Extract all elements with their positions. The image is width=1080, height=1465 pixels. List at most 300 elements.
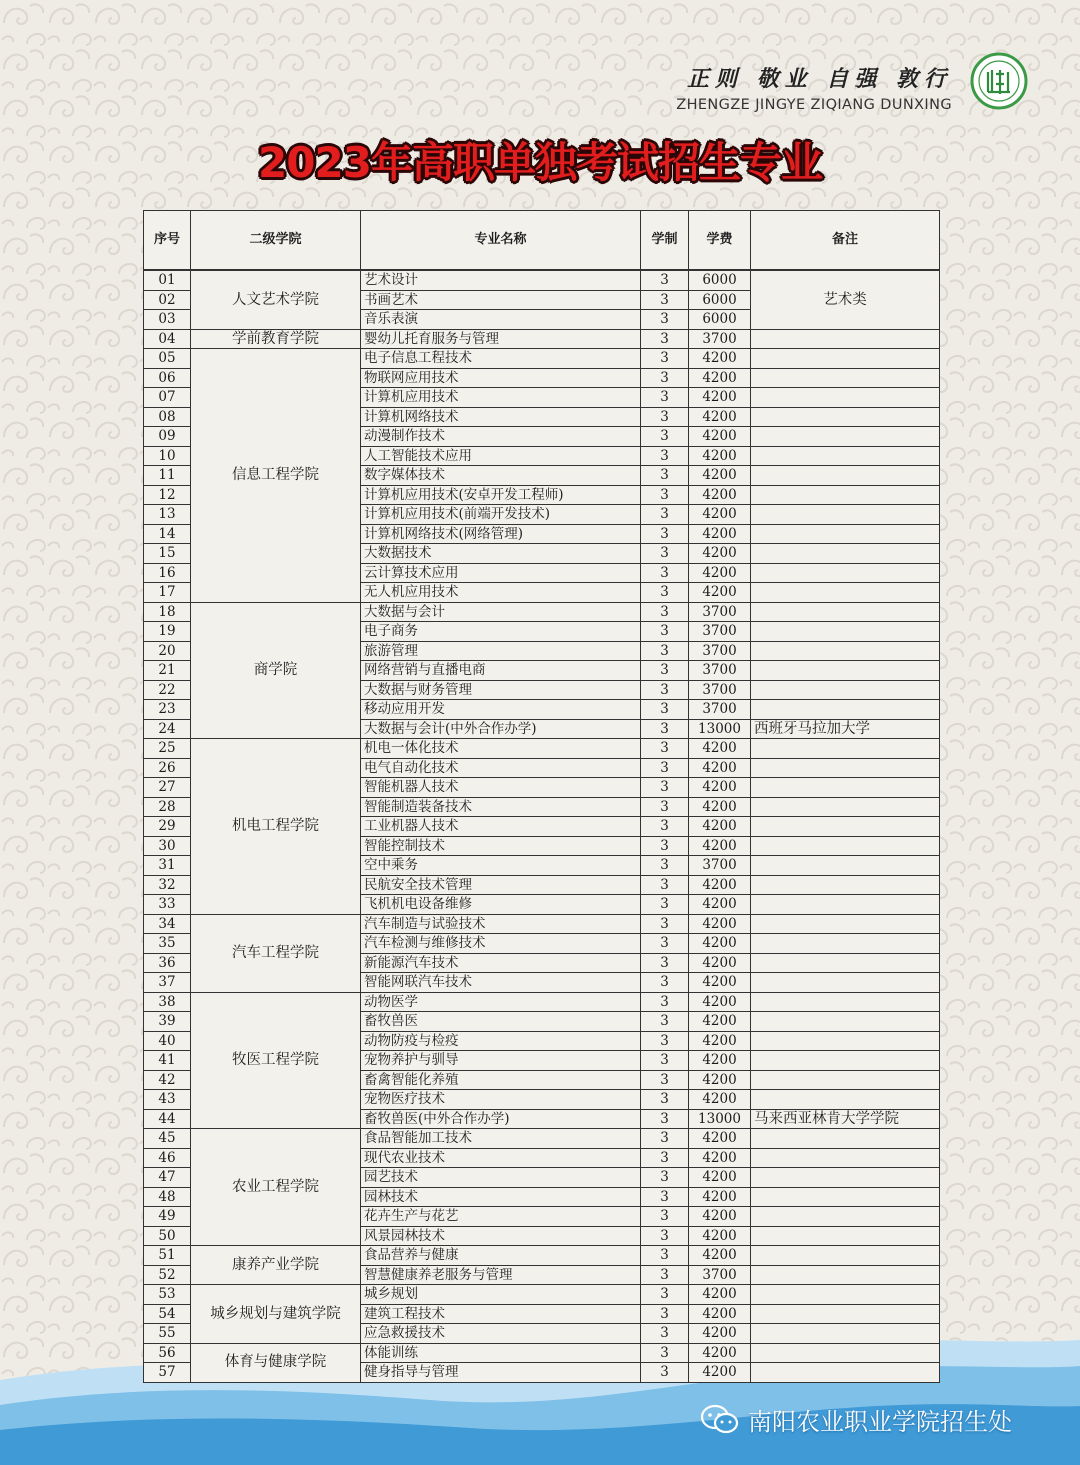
table-row	[144, 1343, 940, 1363]
tuition-fee: 13000	[689, 1109, 751, 1129]
major-name: 动漫制作技术	[361, 427, 641, 447]
remark-cell	[751, 700, 940, 720]
college-name: 机电工程学院	[191, 739, 361, 915]
remark-cell	[751, 739, 940, 759]
row-number: 05	[144, 349, 191, 369]
row-number: 40	[144, 1031, 191, 1051]
tuition-fee: 3700	[689, 700, 751, 720]
row-number: 06	[144, 368, 191, 388]
table-row	[144, 602, 940, 622]
table-row	[144, 992, 940, 1012]
major-name: 智能制造装备技术	[361, 797, 641, 817]
row-number: 37	[144, 973, 191, 993]
tuition-fee: 6000	[689, 270, 751, 290]
row-number: 02	[144, 290, 191, 310]
row-number: 10	[144, 446, 191, 466]
study-years: 3	[641, 329, 689, 349]
tuition-fee: 4200	[689, 349, 751, 369]
row-number: 18	[144, 602, 191, 622]
tuition-fee: 4200	[689, 739, 751, 759]
major-name: 建筑工程技术	[361, 1304, 641, 1324]
row-number: 43	[144, 1090, 191, 1110]
tuition-fee: 4200	[689, 505, 751, 525]
remark-cell	[751, 388, 940, 408]
row-number: 22	[144, 680, 191, 700]
table-row	[144, 329, 940, 349]
study-years: 3	[641, 1109, 689, 1129]
major-name: 旅游管理	[361, 641, 641, 661]
remark-cell: 西班牙马拉加大学	[751, 719, 940, 739]
study-years: 3	[641, 895, 689, 915]
major-name: 食品营养与健康	[361, 1246, 641, 1266]
row-number: 25	[144, 739, 191, 759]
major-name: 网络营销与直播电商	[361, 661, 641, 681]
tuition-fee: 4200	[689, 836, 751, 856]
school-logo-icon	[970, 52, 1028, 110]
tuition-fee: 4200	[689, 1070, 751, 1090]
major-name: 智慧健康养老服务与管理	[361, 1265, 641, 1285]
row-number: 03	[144, 310, 191, 330]
header-fee: 学费	[689, 211, 751, 271]
remark-cell	[751, 1187, 940, 1207]
study-years: 3	[641, 602, 689, 622]
tuition-fee: 4200	[689, 1187, 751, 1207]
table-row	[144, 270, 940, 290]
remark-cell	[751, 1226, 940, 1246]
row-number: 08	[144, 407, 191, 427]
study-years: 3	[641, 388, 689, 408]
remark-cell	[751, 1070, 940, 1090]
study-years: 3	[641, 1304, 689, 1324]
tuition-fee: 4200	[689, 583, 751, 603]
major-name: 城乡规划	[361, 1285, 641, 1305]
major-name: 花卉生产与花艺	[361, 1207, 641, 1227]
tuition-fee: 3700	[689, 622, 751, 642]
remark-cell	[751, 1051, 940, 1071]
row-number: 31	[144, 856, 191, 876]
tuition-fee: 3700	[689, 329, 751, 349]
remark-cell	[751, 1129, 940, 1149]
remark-cell	[751, 505, 940, 525]
major-name: 计算机网络技术	[361, 407, 641, 427]
tuition-fee: 4200	[689, 1051, 751, 1071]
tuition-fee: 4200	[689, 953, 751, 973]
row-number: 04	[144, 329, 191, 349]
tuition-fee: 4200	[689, 797, 751, 817]
major-name: 婴幼儿托育服务与管理	[361, 329, 641, 349]
tuition-fee: 4200	[689, 992, 751, 1012]
major-name: 汽车检测与维修技术	[361, 934, 641, 954]
remark-cell	[751, 485, 940, 505]
major-name: 电子商务	[361, 622, 641, 642]
study-years: 3	[641, 622, 689, 642]
study-years: 3	[641, 856, 689, 876]
remark-cell	[751, 1031, 940, 1051]
tuition-fee: 4200	[689, 1246, 751, 1266]
row-number: 54	[144, 1304, 191, 1324]
row-number: 45	[144, 1129, 191, 1149]
study-years: 3	[641, 446, 689, 466]
tuition-fee: 4200	[689, 524, 751, 544]
college-name: 体育与健康学院	[191, 1343, 361, 1382]
table-row	[144, 914, 940, 934]
major-name: 大数据与会计	[361, 602, 641, 622]
table-body	[144, 270, 940, 1382]
college-name: 信息工程学院	[191, 349, 361, 603]
major-name: 无人机应用技术	[361, 583, 641, 603]
major-name: 新能源汽车技术	[361, 953, 641, 973]
study-years: 3	[641, 1051, 689, 1071]
study-years: 3	[641, 407, 689, 427]
row-number: 49	[144, 1207, 191, 1227]
row-number: 29	[144, 817, 191, 837]
major-name: 民航安全技术管理	[361, 875, 641, 895]
study-years: 3	[641, 310, 689, 330]
header-remark: 备注	[751, 211, 940, 271]
study-years: 3	[641, 797, 689, 817]
study-years: 3	[641, 1226, 689, 1246]
study-years: 3	[641, 719, 689, 739]
major-name: 空中乘务	[361, 856, 641, 876]
major-name: 智能网联汽车技术	[361, 973, 641, 993]
remark-cell	[751, 1148, 940, 1168]
row-number: 56	[144, 1343, 191, 1363]
major-name: 园林技术	[361, 1187, 641, 1207]
remark-cell	[751, 875, 940, 895]
row-number: 23	[144, 700, 191, 720]
school-motto	[676, 62, 952, 113]
major-name: 宠物医疗技术	[361, 1090, 641, 1110]
study-years: 3	[641, 934, 689, 954]
remark-cell	[751, 992, 940, 1012]
college-name: 农业工程学院	[191, 1129, 361, 1246]
table-row	[144, 1129, 940, 1149]
tuition-fee: 3700	[689, 1265, 751, 1285]
row-number: 16	[144, 563, 191, 583]
study-years: 3	[641, 563, 689, 583]
study-years: 3	[641, 1012, 689, 1032]
major-name: 畜牧兽医(中外合作办学)	[361, 1109, 641, 1129]
major-name: 计算机应用技术	[361, 388, 641, 408]
tuition-fee: 3700	[689, 680, 751, 700]
study-years: 3	[641, 1363, 689, 1383]
remark-cell	[751, 1090, 940, 1110]
tuition-fee: 4200	[689, 485, 751, 505]
major-name: 宠物养护与驯导	[361, 1051, 641, 1071]
study-years: 3	[641, 290, 689, 310]
row-number: 53	[144, 1285, 191, 1305]
tuition-fee: 4200	[689, 1148, 751, 1168]
row-number: 32	[144, 875, 191, 895]
tuition-fee: 4200	[689, 563, 751, 583]
remark-cell	[751, 914, 940, 934]
row-number: 51	[144, 1246, 191, 1266]
major-name: 汽车制造与试验技术	[361, 914, 641, 934]
row-number: 21	[144, 661, 191, 681]
major-name: 畜禽智能化养殖	[361, 1070, 641, 1090]
major-name: 物联网应用技术	[361, 368, 641, 388]
study-years: 3	[641, 1070, 689, 1090]
major-name: 人工智能技术应用	[361, 446, 641, 466]
major-name: 风景园林技术	[361, 1226, 641, 1246]
tuition-fee: 4200	[689, 1363, 751, 1383]
row-number: 19	[144, 622, 191, 642]
row-number: 46	[144, 1148, 191, 1168]
tuition-fee: 4200	[689, 407, 751, 427]
remark-cell: 艺术类	[751, 270, 940, 329]
study-years: 3	[641, 836, 689, 856]
remark-cell	[751, 1304, 940, 1324]
remark-cell	[751, 407, 940, 427]
major-name: 艺术设计	[361, 270, 641, 290]
tuition-fee: 4200	[689, 1012, 751, 1032]
remark-cell	[751, 329, 940, 349]
study-years: 3	[641, 680, 689, 700]
row-number: 39	[144, 1012, 191, 1032]
row-number: 13	[144, 505, 191, 525]
row-number: 20	[144, 641, 191, 661]
tuition-fee: 13000	[689, 719, 751, 739]
major-name: 体能训练	[361, 1343, 641, 1363]
row-number: 44	[144, 1109, 191, 1129]
tuition-fee: 3700	[689, 602, 751, 622]
tuition-fee: 4200	[689, 934, 751, 954]
row-number: 30	[144, 836, 191, 856]
remark-cell	[751, 602, 940, 622]
study-years: 3	[641, 505, 689, 525]
remark-cell	[751, 758, 940, 778]
tuition-fee: 4200	[689, 368, 751, 388]
study-years: 3	[641, 427, 689, 447]
row-number: 09	[144, 427, 191, 447]
tuition-fee: 4200	[689, 895, 751, 915]
major-name: 大数据与财务管理	[361, 680, 641, 700]
study-years: 3	[641, 778, 689, 798]
study-years: 3	[641, 1207, 689, 1227]
major-name: 数字媒体技术	[361, 466, 641, 486]
tuition-fee: 4200	[689, 427, 751, 447]
study-years: 3	[641, 1343, 689, 1363]
major-name: 园艺技术	[361, 1168, 641, 1188]
row-number: 42	[144, 1070, 191, 1090]
college-name: 学前教育学院	[191, 329, 361, 349]
major-name: 工业机器人技术	[361, 817, 641, 837]
remark-cell	[751, 1285, 940, 1305]
major-name: 食品智能加工技术	[361, 1129, 641, 1149]
major-name: 移动应用开发	[361, 700, 641, 720]
study-years: 3	[641, 973, 689, 993]
major-name: 动物医学	[361, 992, 641, 1012]
study-years: 3	[641, 914, 689, 934]
major-name: 计算机网络技术(网络管理)	[361, 524, 641, 544]
remark-cell	[751, 349, 940, 369]
remark-cell	[751, 427, 940, 447]
remark-cell	[751, 973, 940, 993]
remark-cell	[751, 1012, 940, 1032]
major-name: 大数据与会计(中外合作办学)	[361, 719, 641, 739]
remark-cell	[751, 680, 940, 700]
tuition-fee: 6000	[689, 290, 751, 310]
study-years: 3	[641, 1129, 689, 1149]
remark-cell	[751, 622, 940, 642]
remark-cell	[751, 1363, 940, 1383]
tuition-fee: 4200	[689, 1304, 751, 1324]
remark-cell	[751, 817, 940, 837]
row-number: 48	[144, 1187, 191, 1207]
row-number: 12	[144, 485, 191, 505]
tuition-fee: 4200	[689, 1129, 751, 1149]
remark-cell	[751, 1265, 940, 1285]
study-years: 3	[641, 700, 689, 720]
table-row	[144, 1246, 940, 1266]
study-years: 3	[641, 583, 689, 603]
remark-cell	[751, 1246, 940, 1266]
remark-cell	[751, 934, 940, 954]
remark-cell	[751, 583, 940, 603]
remark-cell	[751, 778, 940, 798]
major-name: 计算机应用技术(安卓开发工程师)	[361, 485, 641, 505]
major-name: 智能控制技术	[361, 836, 641, 856]
remark-cell	[751, 1207, 940, 1227]
row-number: 27	[144, 778, 191, 798]
table-header-row	[144, 211, 940, 271]
footer-account-name: 南阳农业职业学院招生处	[748, 1408, 1012, 1436]
header-major: 专业名称	[361, 211, 641, 271]
remark-cell	[751, 466, 940, 486]
study-years: 3	[641, 1168, 689, 1188]
study-years: 3	[641, 817, 689, 837]
study-years: 3	[641, 524, 689, 544]
tuition-fee: 4200	[689, 973, 751, 993]
row-number: 01	[144, 270, 191, 290]
study-years: 3	[641, 270, 689, 290]
major-name: 云计算技术应用	[361, 563, 641, 583]
remark-cell	[751, 953, 940, 973]
row-number: 14	[144, 524, 191, 544]
tuition-fee: 3700	[689, 856, 751, 876]
study-years: 3	[641, 1031, 689, 1051]
major-name: 动物防疫与检疫	[361, 1031, 641, 1051]
row-number: 57	[144, 1363, 191, 1383]
tuition-fee: 4200	[689, 875, 751, 895]
row-number: 11	[144, 466, 191, 486]
table-row	[144, 349, 940, 369]
study-years: 3	[641, 1285, 689, 1305]
majors-table	[143, 210, 940, 1383]
major-name: 大数据技术	[361, 544, 641, 564]
wechat-icon	[700, 1404, 740, 1436]
study-years: 3	[641, 661, 689, 681]
remark-cell	[751, 446, 940, 466]
tuition-fee: 4200	[689, 1226, 751, 1246]
row-number: 28	[144, 797, 191, 817]
row-number: 52	[144, 1265, 191, 1285]
remark-cell	[751, 544, 940, 564]
major-name: 电气自动化技术	[361, 758, 641, 778]
remark-cell	[751, 895, 940, 915]
major-name: 应急救援技术	[361, 1324, 641, 1344]
header-college: 二级学院	[191, 211, 361, 271]
remark-cell	[751, 368, 940, 388]
major-name: 音乐表演	[361, 310, 641, 330]
row-number: 07	[144, 388, 191, 408]
study-years: 3	[641, 544, 689, 564]
major-name: 现代农业技术	[361, 1148, 641, 1168]
major-name: 飞机机电设备维修	[361, 895, 641, 915]
row-number: 55	[144, 1324, 191, 1344]
row-number: 34	[144, 914, 191, 934]
tuition-fee: 3700	[689, 641, 751, 661]
remark-cell	[751, 1168, 940, 1188]
header-no: 序号	[144, 211, 191, 271]
major-name: 电子信息工程技术	[361, 349, 641, 369]
row-number: 17	[144, 583, 191, 603]
study-years: 3	[641, 485, 689, 505]
study-years: 3	[641, 875, 689, 895]
tuition-fee: 4200	[689, 778, 751, 798]
study-years: 3	[641, 1324, 689, 1344]
study-years: 3	[641, 1246, 689, 1266]
tuition-fee: 4200	[689, 914, 751, 934]
study-years: 3	[641, 992, 689, 1012]
tuition-fee: 4200	[689, 1168, 751, 1188]
study-years: 3	[641, 758, 689, 778]
college-name: 商学院	[191, 602, 361, 739]
study-years: 3	[641, 1265, 689, 1285]
study-years: 3	[641, 466, 689, 486]
remark-cell	[751, 641, 940, 661]
major-name: 健身指导与管理	[361, 1363, 641, 1383]
study-years: 3	[641, 641, 689, 661]
motto-chinese: 正则 敬业 自强 敦行	[687, 66, 952, 92]
remark-cell	[751, 856, 940, 876]
study-years: 3	[641, 953, 689, 973]
tuition-fee: 4200	[689, 1090, 751, 1110]
tuition-fee: 4200	[689, 388, 751, 408]
study-years: 3	[641, 1148, 689, 1168]
row-number: 24	[144, 719, 191, 739]
tuition-fee: 6000	[689, 310, 751, 330]
college-name: 牧医工程学院	[191, 992, 361, 1129]
tuition-fee: 4200	[689, 1324, 751, 1344]
remark-cell: 马来西亚林肯大学学院	[751, 1109, 940, 1129]
study-years: 3	[641, 1090, 689, 1110]
row-number: 33	[144, 895, 191, 915]
header-years: 学制	[641, 211, 689, 271]
tuition-fee: 4200	[689, 758, 751, 778]
remark-cell	[751, 661, 940, 681]
tuition-fee: 4200	[689, 466, 751, 486]
row-number: 15	[144, 544, 191, 564]
tuition-fee: 4200	[689, 1343, 751, 1363]
tuition-fee: 4200	[689, 446, 751, 466]
row-number: 35	[144, 934, 191, 954]
major-name: 计算机应用技术(前端开发技术)	[361, 505, 641, 525]
row-number: 36	[144, 953, 191, 973]
tuition-fee: 4200	[689, 817, 751, 837]
remark-cell	[751, 1343, 940, 1363]
footer-account	[700, 1402, 1012, 1437]
row-number: 41	[144, 1051, 191, 1071]
college-name: 康养产业学院	[191, 1246, 361, 1285]
tuition-fee: 3700	[689, 661, 751, 681]
study-years: 3	[641, 349, 689, 369]
remark-cell	[751, 797, 940, 817]
college-name: 人文艺术学院	[191, 270, 361, 329]
motto-pinyin: ZHENGZE JINGYE ZIQIANG DUNXING	[676, 97, 952, 113]
remark-cell	[751, 563, 940, 583]
major-name: 智能机器人技术	[361, 778, 641, 798]
